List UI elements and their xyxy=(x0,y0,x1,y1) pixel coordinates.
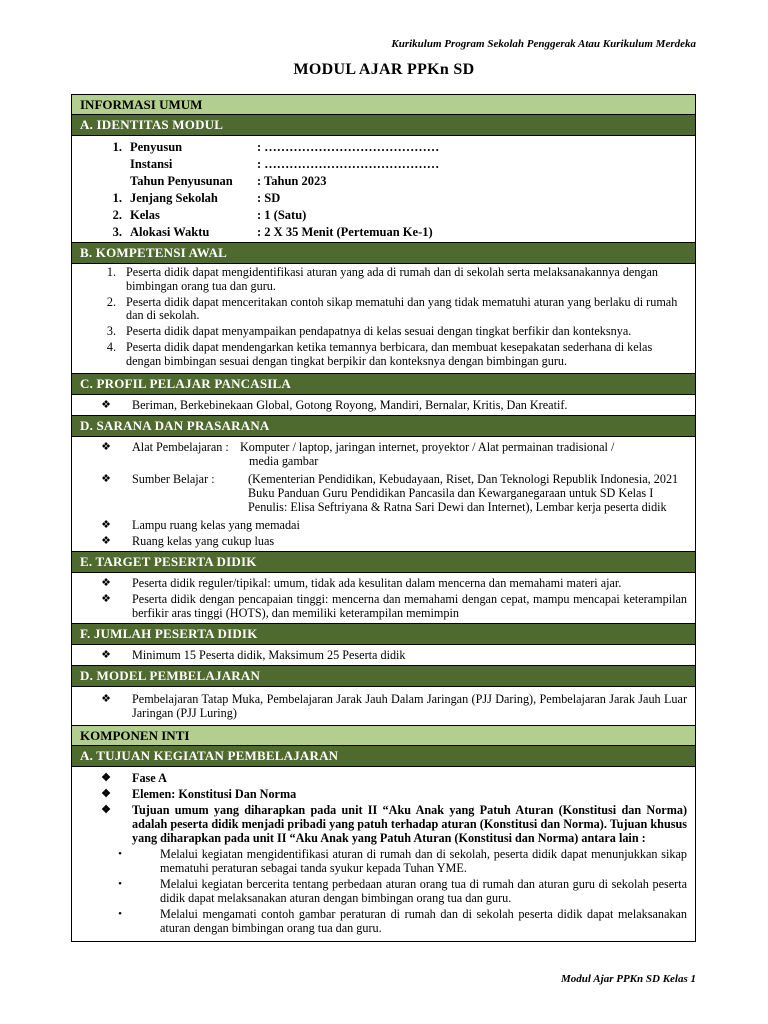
identitas-row: 3. Alokasi Waktu : 2 X 35 Menit (Pertemuan Ke-1) xyxy=(112,225,433,239)
komponen-inti-heading: KOMPONEN INTI xyxy=(72,726,695,746)
identitas-row: Tahun Penyusunan : Tahun 2023 xyxy=(130,174,327,188)
list-item: ❖ Alat Pembelajaran : Komputer / laptop, jaringan internet, proyektor / Alat permainan tradisional / media gambar xyxy=(80,440,687,468)
list-item: ❖ Tujuan umum yang diharapkan pada unit II “Aku Anak yang Patuh Aturan (Konstitusi dan Norma) adalah peserta didik menjadi pribadi yang patuh terhadap aturan (Konstitusi dan Norma). Tujuan khusus yang diharapkan pada unit II “Aku Anak yang Patuh Aturan (Konstitusi dan Norma) antara lain : xyxy=(80,803,687,845)
model-heading: D. MODEL PEMBELAJARAN xyxy=(72,666,695,687)
profil-heading: C. PROFIL PELAJAR PANCASILA xyxy=(72,374,695,395)
list-item: ❖ Elemen: Konstitusi Dan Norma xyxy=(80,787,687,801)
sarana-heading: D. SARANA DAN PRASARANA xyxy=(72,416,695,437)
diamond-bullet-icon: ❖ xyxy=(101,398,111,411)
list-item: ❖ Peserta didik reguler/tipikal: umum, tidak ada kesulitan dalam mencerna dan memahami materi ajar. xyxy=(80,576,687,590)
list-item: ❖ Fase A xyxy=(80,771,687,785)
tujuan-heading: A. TUJUAN KEGIATAN PEMBELAJARAN xyxy=(72,746,695,767)
header-note: Kurikulum Program Sekolah Penggerak Atau Kurikulum Merdeka xyxy=(391,38,696,50)
kompetensi-section xyxy=(72,264,695,374)
profil-section xyxy=(72,395,695,416)
identitas-row: 2. Kelas : 1 (Satu) xyxy=(112,208,307,222)
list-item: 3. Peserta didik dapat menyampaikan pendapatnya di kelas sesuai dengan tingkat berfikir dan konteksnya. xyxy=(106,324,632,339)
identitas-row: 1. Penyusun : …………………………………… xyxy=(112,140,440,154)
list-item: ❖ Peserta didik dengan pencapaian tinggi: mencerna dan memahami dengan cepat, mampu mencapai keterampilan berfikir aras tinggi (HOTS), dan memiliki keterampilan memimpin xyxy=(80,592,687,620)
list-item: ❖ Lampu ruang kelas yang memadai xyxy=(80,518,687,532)
identitas-row: Instansi : …………………………………… xyxy=(130,157,440,171)
diamond-bullet-icon: ❖ xyxy=(101,648,111,661)
diamond-bullet-icon: ❖ xyxy=(101,692,111,705)
diamond-bullet-icon: ❖ xyxy=(101,771,111,784)
module-table xyxy=(71,94,696,942)
list-item: ❖ Beriman, Berkebinekaan Global, Gotong Royong, Mandiri, Bernalar, Kritis, Dan Kreatif. xyxy=(80,398,687,412)
list-item: ❖ Ruang kelas yang cukup luas xyxy=(80,534,687,548)
diamond-bullet-icon: ❖ xyxy=(101,576,111,589)
kompetensi-heading: B. KOMPETENSI AWAL xyxy=(72,243,695,264)
page-title: MODUL AJAR PPKn SD xyxy=(293,61,475,78)
target-heading: E. TARGET PESERTA DIDIK xyxy=(72,552,695,573)
diamond-bullet-icon: ❖ xyxy=(101,803,111,816)
list-item: • Melalui kegiatan mengidentifikasi aturan di rumah dan di sekolah, peserta didik dapat menunjukkan sikap mematuhi peraturan sebagai tanda syukur kepada Tuhan YME. xyxy=(80,847,687,875)
diamond-bullet-icon: ❖ xyxy=(101,592,111,605)
bullet-dot-icon: • xyxy=(118,847,122,860)
list-item: ❖ Pembelajaran Tatap Muka, Pembelajaran Jarak Jauh Dalam Jaringan (PJJ Daring), Pembelajaran Jarak Jauh Luar Jaringan (PJJ Luring) xyxy=(80,692,687,720)
diamond-bullet-icon: ❖ xyxy=(101,440,111,453)
list-item: ❖ Minimum 15 Peserta didik, Maksimum 25 Peserta didik xyxy=(80,648,687,662)
list-item: ❖ Sumber Belajar : (Kementerian Pendidikan, Kebudayaan, Riset, Dan Teknologi Republik Indonesia, 2021 Buku Panduan Guru Pendidikan Pancasila dan Kewarganegaraan untuk SD Kelas I Penulis: Elisa Seftriyana & Ratna Sari Dewi dan Internet), Lembar kerja peserta didik xyxy=(80,472,687,514)
sarana-section xyxy=(72,437,695,552)
list-item: • Melalui mengamati contoh gambar peraturan di rumah dan di sekolah peserta didik dapat melaksanakan aturan dengan bimbingan orang tua dan guru. xyxy=(80,907,687,935)
identitas-heading: A. IDENTITAS MODUL xyxy=(72,115,695,136)
bullet-dot-icon: • xyxy=(118,877,122,890)
identitas-section xyxy=(72,136,695,243)
diamond-bullet-icon: ❖ xyxy=(101,518,111,531)
diamond-bullet-icon: ❖ xyxy=(101,534,111,547)
footer-note: Modul Ajar PPKn SD Kelas 1 xyxy=(561,973,696,985)
informasi-umum-heading: INFORMASI UMUM xyxy=(72,95,695,115)
jumlah-heading: F. JUMLAH PESERTA DIDIK xyxy=(72,624,695,645)
tujuan-section xyxy=(72,767,695,941)
diamond-bullet-icon: ❖ xyxy=(101,472,111,485)
bullet-dot-icon: • xyxy=(118,907,122,920)
list-item: 2. Peserta didik dapat menceritakan contoh sikap mematuhi dan yang tidak mematuhi aturan yang berlaku di rumah dan di sekolah. xyxy=(106,294,678,323)
list-item: 1. Peserta didik dapat mengidentifikasi aturan yang ada di rumah dan di sekolah serta melaksanakannya dengan bimbingan orang tua dan guru. xyxy=(106,265,659,293)
diamond-bullet-icon: ❖ xyxy=(101,787,111,800)
target-section xyxy=(72,573,695,624)
list-item: 4. Peserta didik dapat mendengarkan ketika temannya berbicara, dan membuat kesepakatan sederhana di kelas dengan bimbingan sesuai dengan tingkat berpikir dan konteksnya dengan bimbingan guru. xyxy=(106,339,653,368)
jumlah-section xyxy=(72,645,695,666)
identitas-row: 1. Jenjang Sekolah : SD xyxy=(112,191,281,205)
model-section xyxy=(72,687,695,726)
list-item: • Melalui kegiatan bercerita tentang perbedaan aturan orang tua di rumah dan aturan guru di sekolah peserta didik dapat melaksanakan aturan dengan bimbingan orang tua dan guru. xyxy=(80,877,687,905)
